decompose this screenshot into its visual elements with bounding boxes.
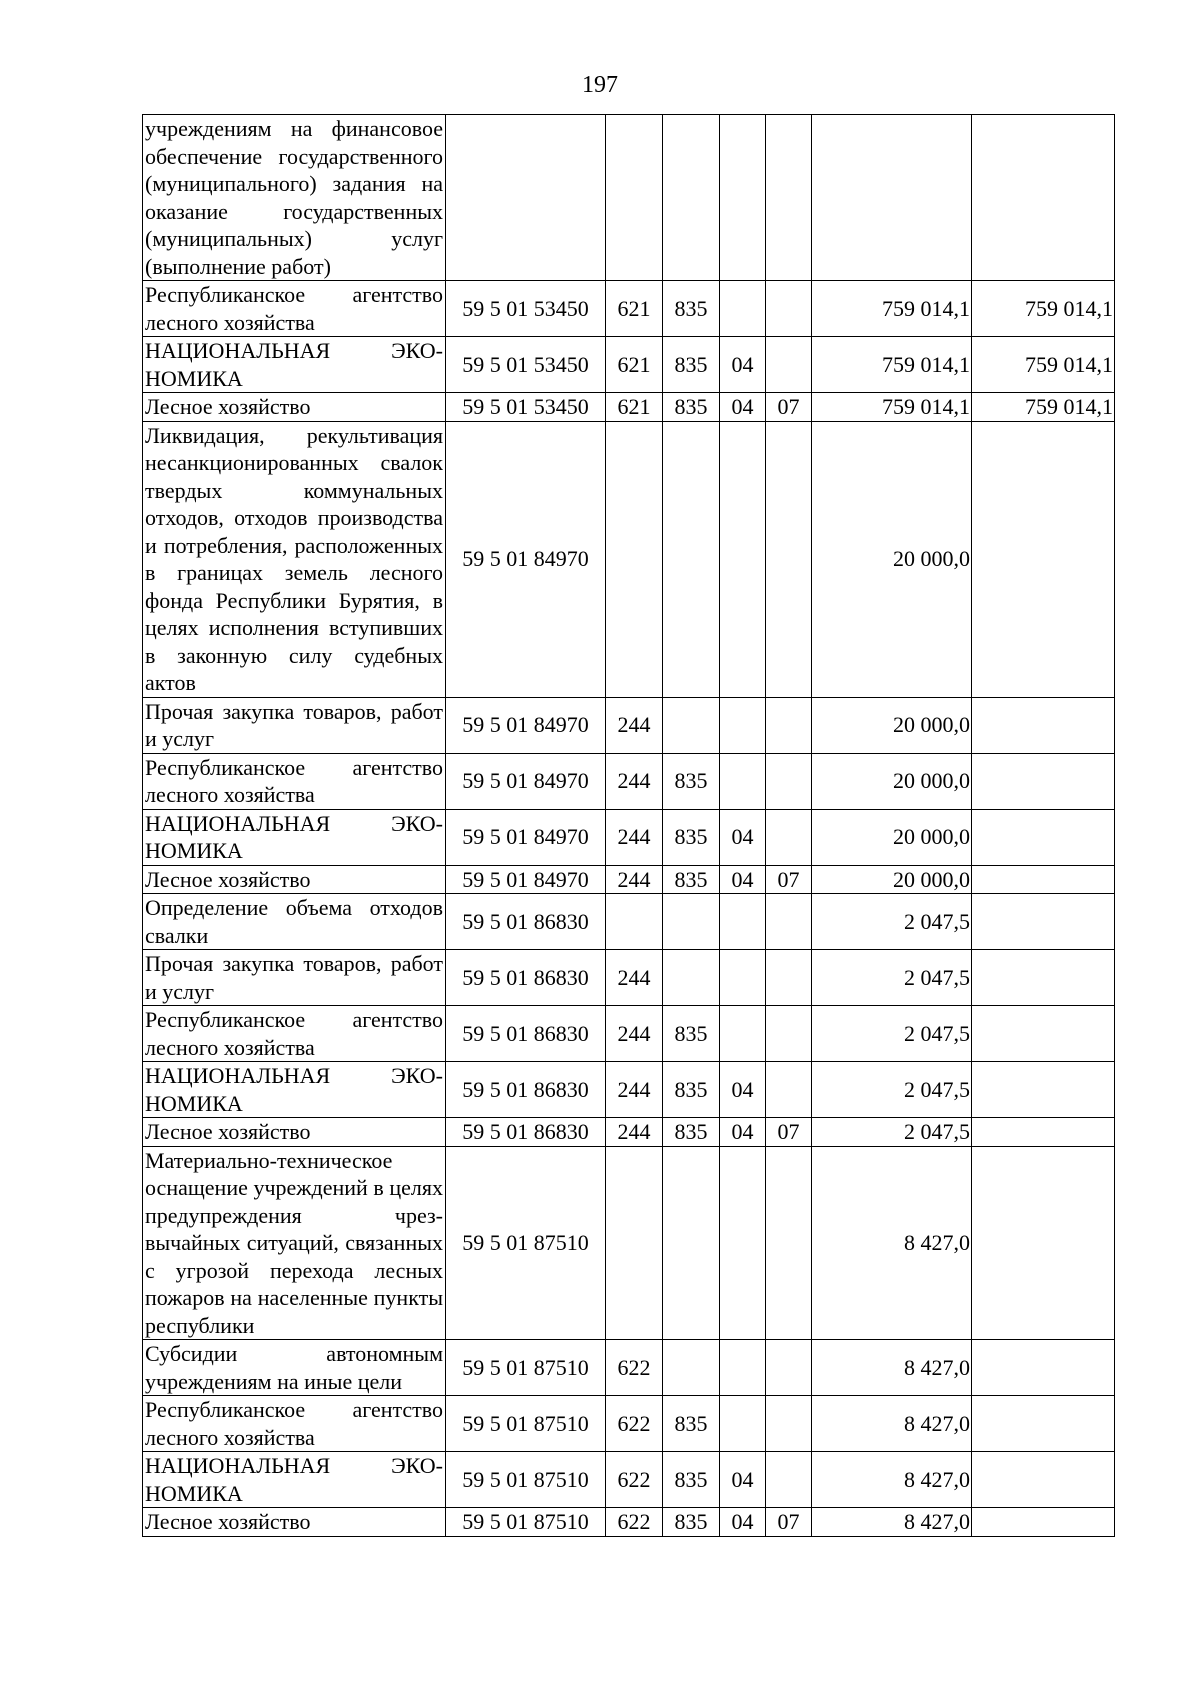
amount-federal [972,421,1115,697]
administrator-code: 835 [663,393,720,422]
section-code [720,697,766,753]
amount-total: 2 047,5 [812,894,972,950]
item-name: НАЦИОНАЛЬНАЯ ЭКОНОМИКА [143,1452,446,1508]
expense-type-code: 622 [606,1508,663,1537]
administrator-code: 835 [663,1006,720,1062]
amount-federal [972,1118,1115,1147]
administrator-code [663,1146,720,1340]
expense-type-code [606,115,663,281]
section-code: 04 [720,1452,766,1508]
target-article-code: 59 5 01 87510 [446,1508,606,1537]
section-code: 04 [720,865,766,894]
amount-total: 20 000,0 [812,753,972,809]
amount-federal [972,865,1115,894]
budget-table [142,114,1115,1537]
administrator-code: 835 [663,281,720,337]
administrator-code: 835 [663,1062,720,1118]
subsection-code [766,421,812,697]
amount-federal: 759 014,1 [972,393,1115,422]
section-code [720,894,766,950]
item-name: Республиканское агентство лесного хозяйства [143,1396,446,1452]
amount-total: 8 427,0 [812,1508,972,1537]
amount-total: 20 000,0 [812,421,972,697]
item-name: Прочая закупка товаров, работ и услуг [143,697,446,753]
table-row [143,1452,1115,1508]
subsection-code [766,1062,812,1118]
subsection-code [766,1452,812,1508]
section-code [720,753,766,809]
section-code: 04 [720,809,766,865]
administrator-code [663,894,720,950]
subsection-code: 07 [766,393,812,422]
item-name: Лесное хозяйство [143,393,446,422]
target-article-code: 59 5 01 53450 [446,281,606,337]
amount-total: 759 014,1 [812,281,972,337]
item-name: НАЦИОНАЛЬНАЯ ЭКОНОМИКА [143,337,446,393]
table-row [143,1062,1115,1118]
table-row [143,1146,1115,1340]
section-code [720,1396,766,1452]
target-article-code: 59 5 01 86830 [446,894,606,950]
expense-type-code [606,421,663,697]
table-row [143,281,1115,337]
expense-type-code: 244 [606,950,663,1006]
section-code [720,421,766,697]
amount-total [812,115,972,281]
page-number: 197 [582,72,618,98]
amount-total: 8 427,0 [812,1396,972,1452]
target-article-code [446,115,606,281]
amount-federal [972,1452,1115,1508]
amount-federal [972,1508,1115,1537]
amount-total: 8 427,0 [812,1452,972,1508]
expense-type-code: 244 [606,753,663,809]
item-name: Лесное хозяйство [143,1118,446,1147]
section-code [720,1006,766,1062]
item-name: НАЦИОНАЛЬНАЯ ЭКОНОМИКА [143,1062,446,1118]
administrator-code: 835 [663,809,720,865]
target-article-code: 59 5 01 53450 [446,393,606,422]
section-code [720,1340,766,1396]
section-code [720,950,766,1006]
expense-type-code [606,894,663,950]
expense-type-code: 622 [606,1396,663,1452]
amount-federal [972,753,1115,809]
table-row [143,894,1115,950]
amount-federal [972,115,1115,281]
amount-federal [972,1340,1115,1396]
table-row [143,337,1115,393]
expense-type-code: 244 [606,697,663,753]
item-name: Ликвидация, рекультивация несанкционированных свалок твердых коммунальных отходов, отходов производства и потребления, расположенных в границах земель лесного фонда Республики Бурятия, в целях исполнения вступивших в законную силу судебных актов [143,421,446,697]
expense-type-code: 622 [606,1452,663,1508]
amount-total: 2 047,5 [812,1062,972,1118]
amount-federal [972,1396,1115,1452]
target-article-code: 59 5 01 87510 [446,1396,606,1452]
section-code [720,281,766,337]
table-row [143,697,1115,753]
section-code: 04 [720,393,766,422]
subsection-code: 07 [766,1508,812,1537]
subsection-code [766,894,812,950]
administrator-code: 835 [663,1452,720,1508]
section-code: 04 [720,1062,766,1118]
amount-federal: 759 014,1 [972,281,1115,337]
target-article-code: 59 5 01 84970 [446,421,606,697]
expense-type-code [606,1146,663,1340]
expense-type-code: 244 [606,865,663,894]
section-code [720,115,766,281]
amount-federal [972,1146,1115,1340]
section-code: 04 [720,1508,766,1537]
section-code [720,1146,766,1340]
amount-total: 759 014,1 [812,393,972,422]
expense-type-code: 244 [606,1006,663,1062]
subsection-code [766,697,812,753]
expense-type-code: 622 [606,1340,663,1396]
target-article-code: 59 5 01 86830 [446,1118,606,1147]
amount-federal [972,697,1115,753]
administrator-code: 835 [663,753,720,809]
item-name: Прочая закупка товаров, работ и услуг [143,950,446,1006]
subsection-code [766,115,812,281]
expense-type-code: 244 [606,1118,663,1147]
amount-federal [972,1062,1115,1118]
table-row [143,950,1115,1006]
administrator-code [663,697,720,753]
amount-total: 759 014,1 [812,337,972,393]
section-code: 04 [720,337,766,393]
table-row [143,1006,1115,1062]
table-row [143,421,1115,697]
table-row [143,865,1115,894]
target-article-code: 59 5 01 86830 [446,950,606,1006]
table-row [143,1396,1115,1452]
table-row [143,1340,1115,1396]
target-article-code: 59 5 01 86830 [446,1062,606,1118]
target-article-code: 59 5 01 84970 [446,697,606,753]
expense-type-code: 244 [606,1062,663,1118]
item-name: Республиканское агентство лесного хозяйства [143,1006,446,1062]
subsection-code [766,1340,812,1396]
amount-total: 20 000,0 [812,865,972,894]
item-name: Республиканское агентство лесного хозяйства [143,753,446,809]
item-name: НАЦИОНАЛЬНАЯ ЭКОНОМИКА [143,809,446,865]
amount-total: 20 000,0 [812,809,972,865]
target-article-code: 59 5 01 87510 [446,1146,606,1340]
expense-type-code: 621 [606,281,663,337]
amount-federal: 759 014,1 [972,337,1115,393]
target-article-code: 59 5 01 87510 [446,1340,606,1396]
table-row [143,1508,1115,1537]
administrator-code [663,115,720,281]
subsection-code [766,337,812,393]
expense-type-code: 621 [606,393,663,422]
table-row [143,1118,1115,1147]
administrator-code: 835 [663,865,720,894]
amount-federal [972,894,1115,950]
table-row [143,809,1115,865]
target-article-code: 59 5 01 86830 [446,1006,606,1062]
target-article-code: 59 5 01 87510 [446,1452,606,1508]
item-name: Материально-техническое оснащение учреждений в целях предупреждения чрезвычайных ситуаций, связанных с угрозой перехода лесных пожаров на населенные пункты республики [143,1146,446,1340]
subsection-code [766,753,812,809]
item-name: Лесное хозяйство [143,865,446,894]
table-row [143,753,1115,809]
amount-total: 20 000,0 [812,697,972,753]
item-name: Определение объема отходов свалки [143,894,446,950]
subsection-code [766,281,812,337]
target-article-code: 59 5 01 53450 [446,337,606,393]
table-body [143,115,1115,1537]
amount-federal [972,950,1115,1006]
item-name: Субсидии автономным учреждениям на иные цели [143,1340,446,1396]
amount-federal [972,809,1115,865]
administrator-code [663,950,720,1006]
administrator-code: 835 [663,1118,720,1147]
administrator-code: 835 [663,1396,720,1452]
item-name: Лесное хозяйство [143,1508,446,1537]
subsection-code [766,1396,812,1452]
administrator-code [663,421,720,697]
expense-type-code: 621 [606,337,663,393]
administrator-code: 835 [663,337,720,393]
administrator-code [663,1340,720,1396]
amount-total: 2 047,5 [812,1006,972,1062]
target-article-code: 59 5 01 84970 [446,753,606,809]
amount-total: 8 427,0 [812,1146,972,1340]
table-row [143,115,1115,281]
amount-total: 2 047,5 [812,1118,972,1147]
subsection-code [766,1006,812,1062]
table-row [143,393,1115,422]
expense-type-code: 244 [606,809,663,865]
subsection-code [766,1146,812,1340]
subsection-code: 07 [766,865,812,894]
target-article-code: 59 5 01 84970 [446,865,606,894]
amount-total: 8 427,0 [812,1340,972,1396]
target-article-code: 59 5 01 84970 [446,809,606,865]
amount-total: 2 047,5 [812,950,972,1006]
subsection-code [766,950,812,1006]
administrator-code: 835 [663,1508,720,1537]
item-name: учреждениям на финансовое обеспечение государственного (муниципального) задания на оказание государственных (муниципальных) услуг (выполнение работ) [143,115,446,281]
section-code: 04 [720,1118,766,1147]
subsection-code: 07 [766,1118,812,1147]
subsection-code [766,809,812,865]
amount-federal [972,1006,1115,1062]
item-name: Республиканское агентство лесного хозяйства [143,281,446,337]
